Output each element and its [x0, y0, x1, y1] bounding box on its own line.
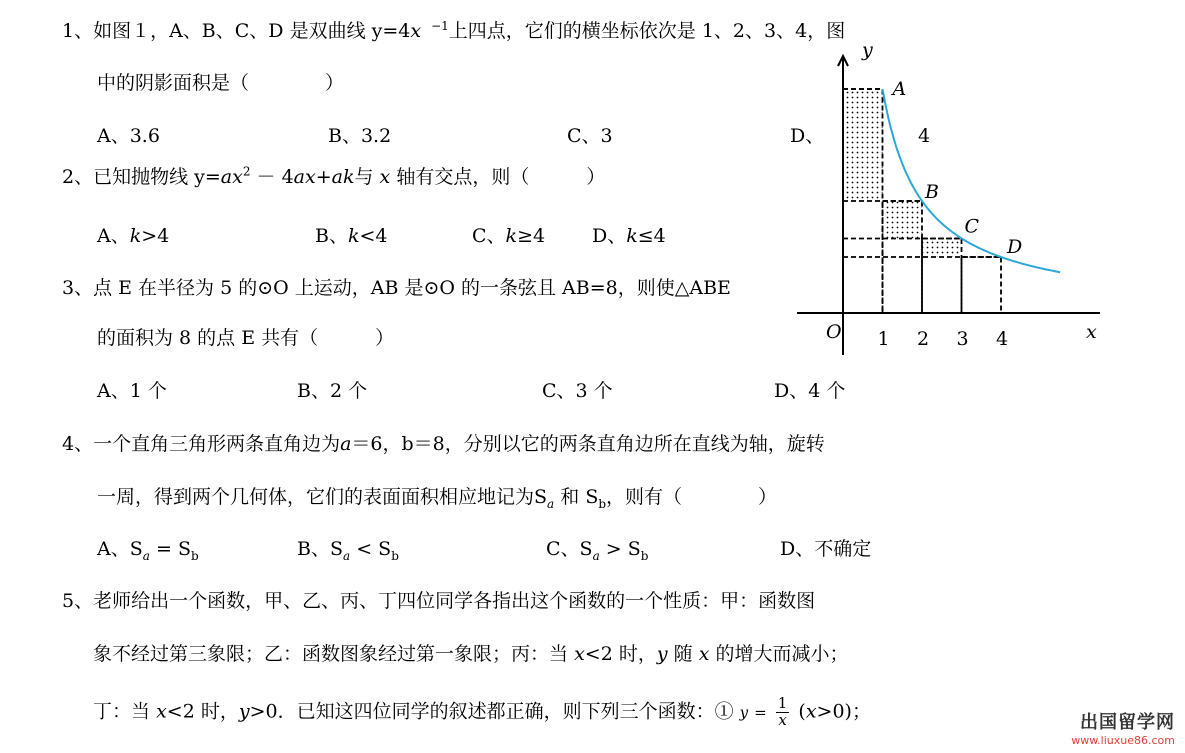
y-axis-label: y: [862, 39, 873, 61]
point-label-C: C: [964, 215, 980, 238]
q1-line2: 中的阴影面积是（ ）: [97, 72, 345, 94]
site-watermark: 出国留学网 www.liuxue86.com: [1071, 712, 1175, 747]
q3-line1: 3、点 E 在半径为 5 的⊙O 上运动，AB 是⊙O 的一条弦且 AB=8，则使△ABE: [62, 277, 731, 299]
q5-line2: 象不经过第三象限；乙：函数图象经过第一象限；丙：当 x<2 时，y 随 x 的增大而减小；: [93, 643, 849, 665]
q4-line1: 4、一个直角三角形两条直角边为a＝6，b＝8，分别以它的两条直角边所在直线为轴，旋转: [62, 433, 825, 455]
fraction-1-over-x: $\frac{1}{x}$: [777, 694, 788, 729]
q2-option-d: D、k≤4: [592, 225, 666, 247]
tick-label-2: 2: [917, 328, 930, 350]
q1-option-d-value: 4: [918, 125, 931, 147]
q4-line2: 一周，得到两个几何体，它们的表面面积相应地记为$S_a$ 和 $S_b$，则有（ ）: [97, 486, 778, 511]
hyperbola-curve: [883, 89, 1061, 272]
point-label-B: B: [925, 181, 939, 203]
origin-label: O: [826, 321, 842, 343]
q3-option-b: B、2 个: [297, 380, 368, 402]
q4-option-a: A、$S_a = S_b$: [97, 538, 199, 563]
q3-line2: 的面积为 8 的点 E 共有（ ）: [97, 327, 395, 349]
q3-option-d: D、4 个: [774, 380, 846, 402]
q4-option-c: C、$S_a > S_b$: [546, 538, 649, 563]
q2-option-c: C、k≥4: [472, 225, 546, 247]
q1-option-a: A、3.6: [97, 125, 160, 147]
shaded-rect-3: [922, 239, 962, 257]
point-label-A: A: [892, 78, 907, 100]
hyperbola-figure: [790, 30, 1110, 370]
q3-option-a: A、1 个: [97, 380, 167, 402]
tick-label-4: 4: [996, 328, 1009, 350]
tick-label-1: 1: [877, 328, 890, 350]
dashed-rect-4: [962, 257, 1002, 313]
q2-option-a: A、k>4: [97, 225, 170, 247]
q4-option-b: B、$S_a < S_b$: [297, 538, 399, 563]
q2-option-b: B、k<4: [315, 225, 388, 247]
q1-line1: 1、如图１，A、B、C、D 是双曲线 y=4x $^{-1}$上四点，它们的横坐标依次是 1、2、3、4，图: [62, 18, 846, 42]
q1-option-c: C、3: [567, 125, 613, 147]
tick-label-3: 3: [956, 328, 969, 350]
q4-option-d: D、不确定: [780, 538, 872, 560]
q3-option-c: C、3 个: [542, 380, 613, 402]
q2-line1: 2、已知抛物线 $y=ax^2 - 4ax+ak$与 x 轴有交点，则（ ）: [62, 164, 606, 188]
shaded-rect-1: [843, 89, 883, 201]
q1-option-d: D、: [790, 125, 825, 147]
shaded-rect-2: [883, 201, 923, 239]
q5-line3: 丁：当 x<2 时，y>0．已知这四位同学的叙述都正确，则下列三个函数：① y = $\frac{1}{x}$ (x>0)；: [93, 694, 871, 729]
point-label-D: D: [1007, 236, 1023, 258]
q5-line1: 5、老师给出一个函数，甲、乙、丙、丁四位同学各指出这个函数的一个性质：甲：函数图: [62, 590, 816, 612]
x-axis-label: x: [1086, 321, 1097, 343]
q1-option-b: B、3.2: [328, 125, 392, 147]
